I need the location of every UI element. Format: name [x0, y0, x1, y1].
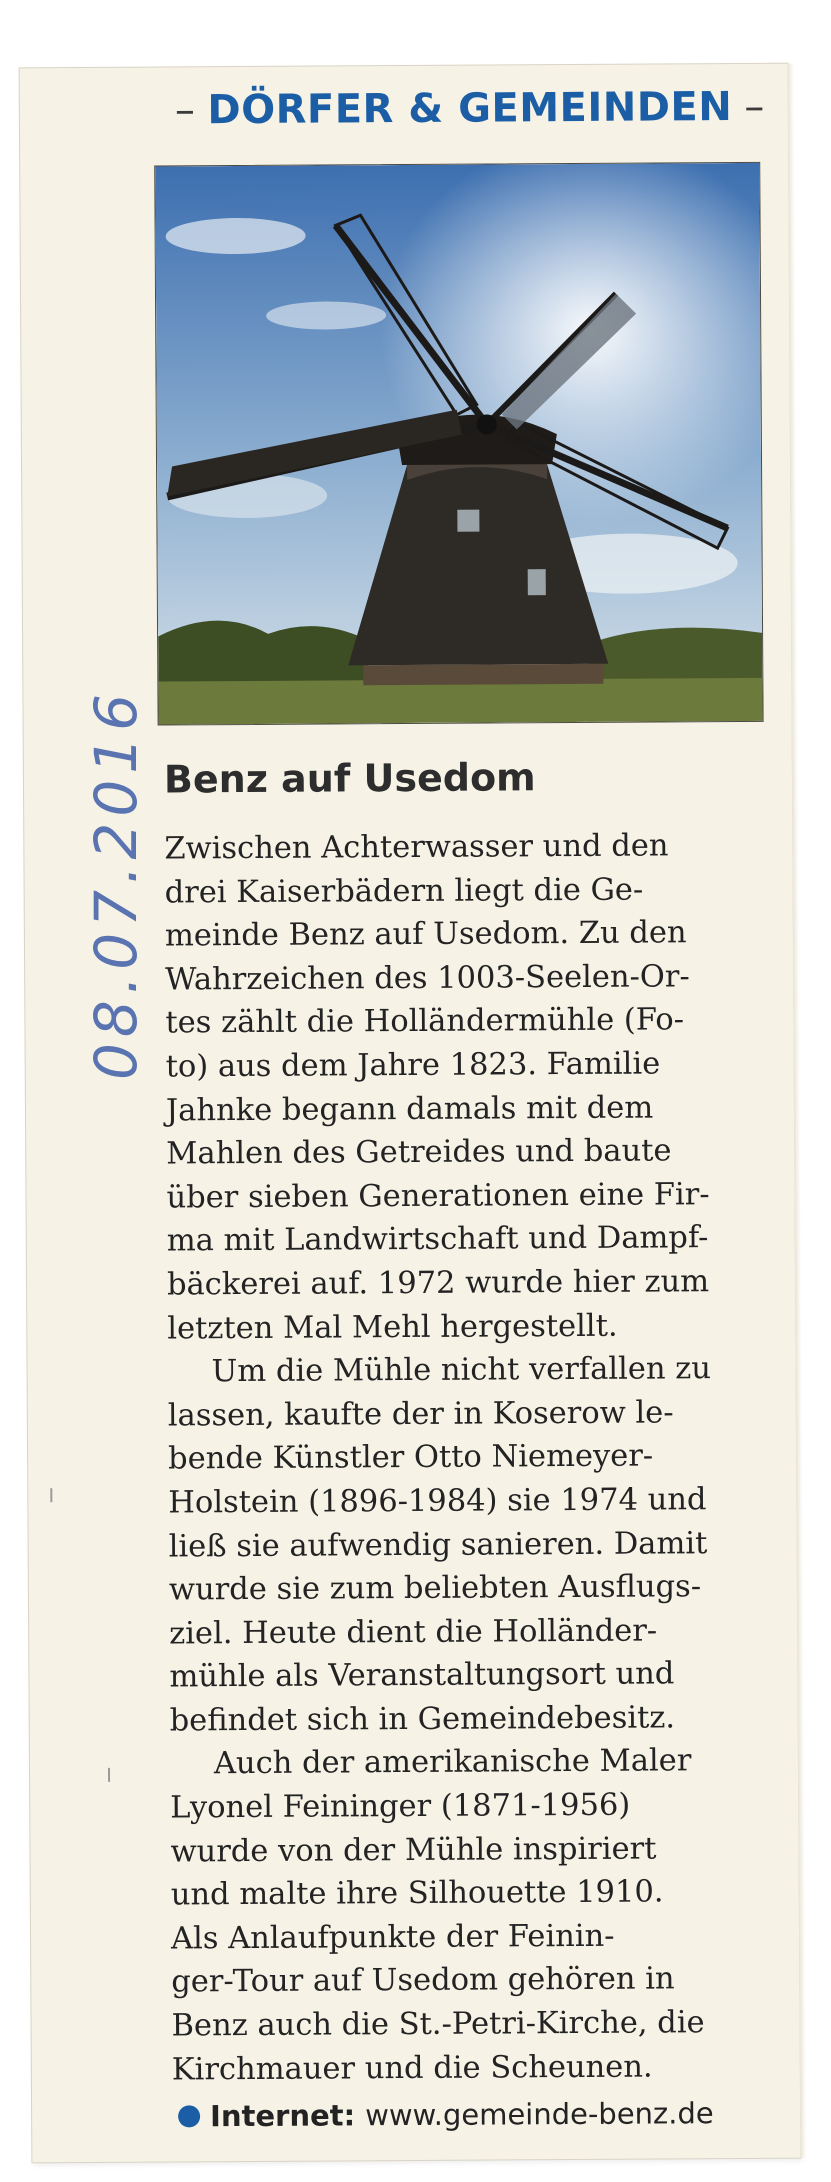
windmill-photo — [154, 162, 763, 726]
body-line: Zwischen Achterwasser und den — [164, 828, 669, 867]
body-line: Lyonel Feininger (1871-1956) — [170, 1787, 631, 1826]
body-line: und malte ihre Silhouette 1910. — [170, 1874, 664, 1913]
scan-mark — [50, 1488, 52, 1502]
body-line: bäckerei auf. 1972 wurde hier zum — [166, 1264, 710, 1303]
body-line: ließ sie aufwendig sanieren. Damit — [168, 1525, 708, 1564]
article-headline: Benz auf Usedom — [163, 755, 536, 802]
body-line: Mahlen des Getreides und baute — [166, 1133, 672, 1172]
bullet-dot-icon — [178, 2105, 200, 2127]
article-body — [164, 824, 787, 2092]
scan-mark — [108, 1768, 110, 1782]
header-dash-left: – — [174, 87, 196, 134]
body-line: lassen, kaufte der in Koserow le- — [167, 1395, 674, 1434]
body-line: tes zählt die Holländermühle (Fo- — [165, 1002, 685, 1041]
body-line: ma mit Landwirtschaft und Dampf- — [166, 1220, 709, 1259]
body-line: über sieben Generationen eine Fir- — [166, 1176, 710, 1216]
body-line: Jahnke begann damals mit dem — [165, 1090, 654, 1129]
newspaper-clipping — [20, 64, 801, 2163]
body-line: Benz auch die St.-Petri-Kirche, die — [171, 2005, 705, 2044]
body-line: Als Anlaufpunkte der Feinin- — [170, 1918, 615, 1957]
body-line: ger-Tour auf Usedom gehören in — [171, 1961, 675, 2000]
body-line: ziel. Heute dient die Holländer- — [169, 1613, 658, 1652]
body-line: wurde sie zum beliebten Ausflugs- — [168, 1569, 702, 1608]
body-line: drei Kaiserbädern liegt die Ge- — [164, 872, 644, 911]
section-title: DÖRFER & GEMEINDEN — [207, 84, 733, 134]
header-dash-right: – — [744, 83, 765, 130]
body-line: Um die Mühle nicht verfallen zu — [211, 1351, 712, 1390]
body-line: Wahrzeichen des 1003-Seelen-Or- — [165, 959, 690, 998]
internet-label: Internet: — [210, 2098, 356, 2134]
body-line: mühle als Veranstaltungsort und — [169, 1656, 675, 1695]
handwritten-date: 08.07.2016 — [82, 687, 150, 1080]
internet-reference — [178, 2096, 818, 2134]
windmill-illustration — [155, 163, 762, 725]
body-line: Holstein (1896-1984) sie 1974 und — [168, 1482, 707, 1521]
section-header — [150, 72, 790, 146]
body-line: bende Künstler Otto Niemeyer- — [168, 1438, 654, 1477]
body-line: Auch der amerikanische Maler — [213, 1743, 692, 1782]
body-line: befindet sich in Gemeindebesitz. — [169, 1700, 676, 1739]
body-line: Kirchmauer und die Scheunen. — [171, 2049, 653, 2088]
body-line: to) aus dem Jahre 1823. Familie — [165, 1046, 661, 1085]
internet-link[interactable]: www.gemeinde-benz.de — [365, 2096, 714, 2133]
body-line: wurde von der Mühle inspiriert — [170, 1831, 657, 1870]
body-line: letzten Mal Mehl hergestellt. — [167, 1308, 618, 1347]
body-line: meinde Benz auf Usedom. Zu den — [164, 915, 687, 954]
